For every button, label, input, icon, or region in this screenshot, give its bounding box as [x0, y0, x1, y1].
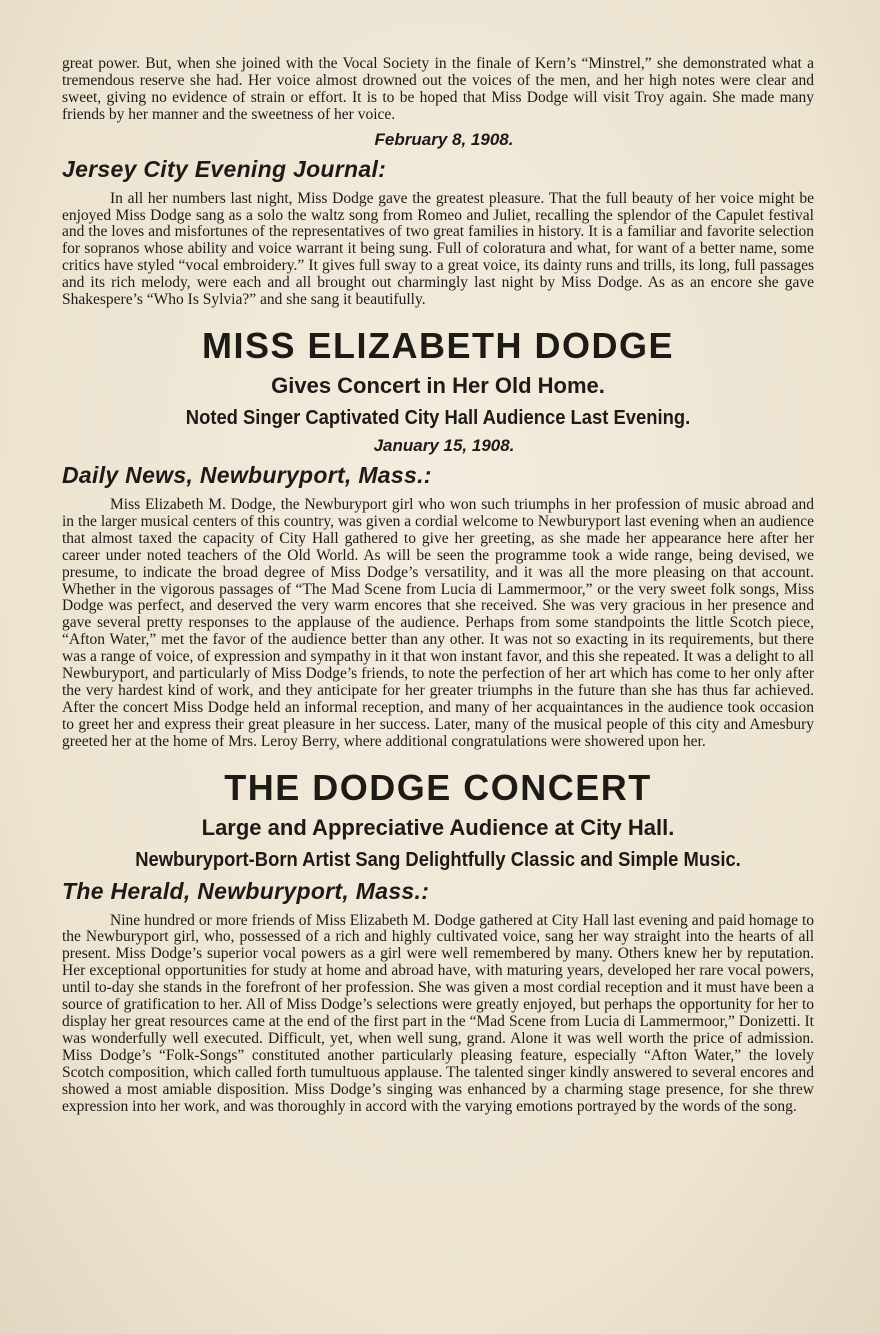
- article-headline: MISS ELIZABETH DODGE: [201, 324, 675, 366]
- intro-paragraph: great power. But, when she joined with the Vocal Society in the finale of Kern’s “Minstrel,” she demonstrated what a tremendous reserve she had. Her voice almost drowned out the voices of the men, and her high notes were clear and sweet, giving no evidence of strain or effort. It is to be hoped that Miss Dodge will visit Troy again. She made many friends by her manner and the sweetness of her voice.: [62, 55, 814, 123]
- article-subheadline: Gives Concert in Her Old Home.: [271, 372, 605, 398]
- source-heading: Daily News, Newburyport, Mass.:: [62, 461, 432, 488]
- review-paragraph: In all her numbers last night, Miss Dodge gave the greatest pleasure. That the full beauty of her voice might be enjoyed Miss Dodge sang as a solo the waltz song from Romeo and Juliet, recalling the splendor of the Capulet festival and the loves and misfortunes of the representatives of two great families in history. It is a familiar and favorite selection for sopranos whose ability and voice warrant it being sung. Full of coloratura and what, for want of a better name, some critics have styled “vocal embroidery.” It gives full sway to a great voice, its dainty runs and trills, its long, full passages and its rich melody, were each and all brought out charmingly last night by Miss Dodge. As as an encore she gave Shakespere’s “Who Is Sylvia?” and she sang it beautifully.: [62, 189, 814, 309]
- article-subheadline: Large and Appreciative Audience at City Hall.: [201, 814, 675, 840]
- review-date: February 8, 1908.: [374, 129, 514, 149]
- article-paragraph: Nine hundred or more friends of Miss Elizabeth M. Dodge gathered at City Hall last evening and paid homage to the Newburyport girl, who, possessed of a rich and highly cultivated voice, sang her way straight into the hearts of all present. Miss Dodge’s superior vocal powers as a girl were well remembered by many. Others knew her by reputation. Her exceptional opportunities for study at home and abroad have, with maturing years, developed her rare vocal powers, until to-day she stands in the forefront of her profession. She was given a most cordial reception and it must have been a source of gratification to her. All of Miss Dodge’s selections were greatly enjoyed, but perhaps the opportunity for her to display her great resources came at the end of the first part in the “Mad Scene from Lucia di Lammermoor,” Donizetti. It was wonderfully well executed. Difficult, yet, when well sung, grand. Alone it was well worth the price of admission. Miss Dodge’s “Folk-Songs” constituted another particularly pleasing feature, especially “Afton Water,” the lovely Scotch composition, which called forth tumultuous applause. The talented singer kindly answered to several encores and showed a most amiable disposition. Miss Dodge’s singing was enhanced by a charming stage presence, for she threw expression into her work, and was thoroughly in accord with the varying emotions portrayed by the words of the song.: [62, 911, 814, 1115]
- article-headline: THE DODGE CONCERT: [224, 766, 652, 808]
- article-paragraph: Miss Elizabeth M. Dodge, the Newburyport girl who won such triumphs in her profession of music abroad and in the larger musical centers of this country, was given a cordial welcome to Newburyport last evening when an audience that almost taxed the capacity of City Hall gathered to give her greeting, as she made her appearance here after her career under noted teachers of the Old World. As will be seen the programme took a wide range, being devised, we presume, to indicate the broad degree of Miss Dodge’s versatility, and it was all the more pleasing on that account. Whether in the vigorous passages of “The Mad Scene from Lucia di Lammermoor,” or the very sweet folk songs, Miss Dodge was perfect, and deserved the very warm encores that she received. She was very gracious in her presence and gave several pretty responses to the applause of the audience. Perhaps from some standpoints the little Scotch piece, “Afton Water,” met the favor of the audience better than any other. It was not so exacting in its requirements, but there was a range of voice, of expression and sympathy in it that won instant favor, and this she repeated. It was a delight to all Newburyport, and particularly of Miss Dodge’s friends, to note the perfection of her art which has come to her only after the very hardest kind of work, and they anticipate for her greater triumphs in the future than she has thus far achieved. After the concert Miss Dodge held an informal reception, and many of her acquaintances in the audience took occasion to greet her and express their great pleasure in her success. Later, many of the musical people of this city and Amesbury greeted her at the home of Mrs. Leroy Berry, where additional congratulations were showered upon her.: [62, 495, 814, 750]
- source-heading: Jersey City Evening Journal:: [62, 155, 387, 182]
- article-date: January 15, 1908.: [373, 435, 515, 455]
- source-heading: The Herald, Newburyport, Mass.:: [62, 877, 430, 904]
- article-subheadline-secondary: Noted Singer Captivated City Hall Audience Last Evening.: [185, 406, 691, 429]
- article-subheadline-secondary: Newburyport-Born Artist Sang Delightfully Classic and Simple Music.: [135, 848, 741, 871]
